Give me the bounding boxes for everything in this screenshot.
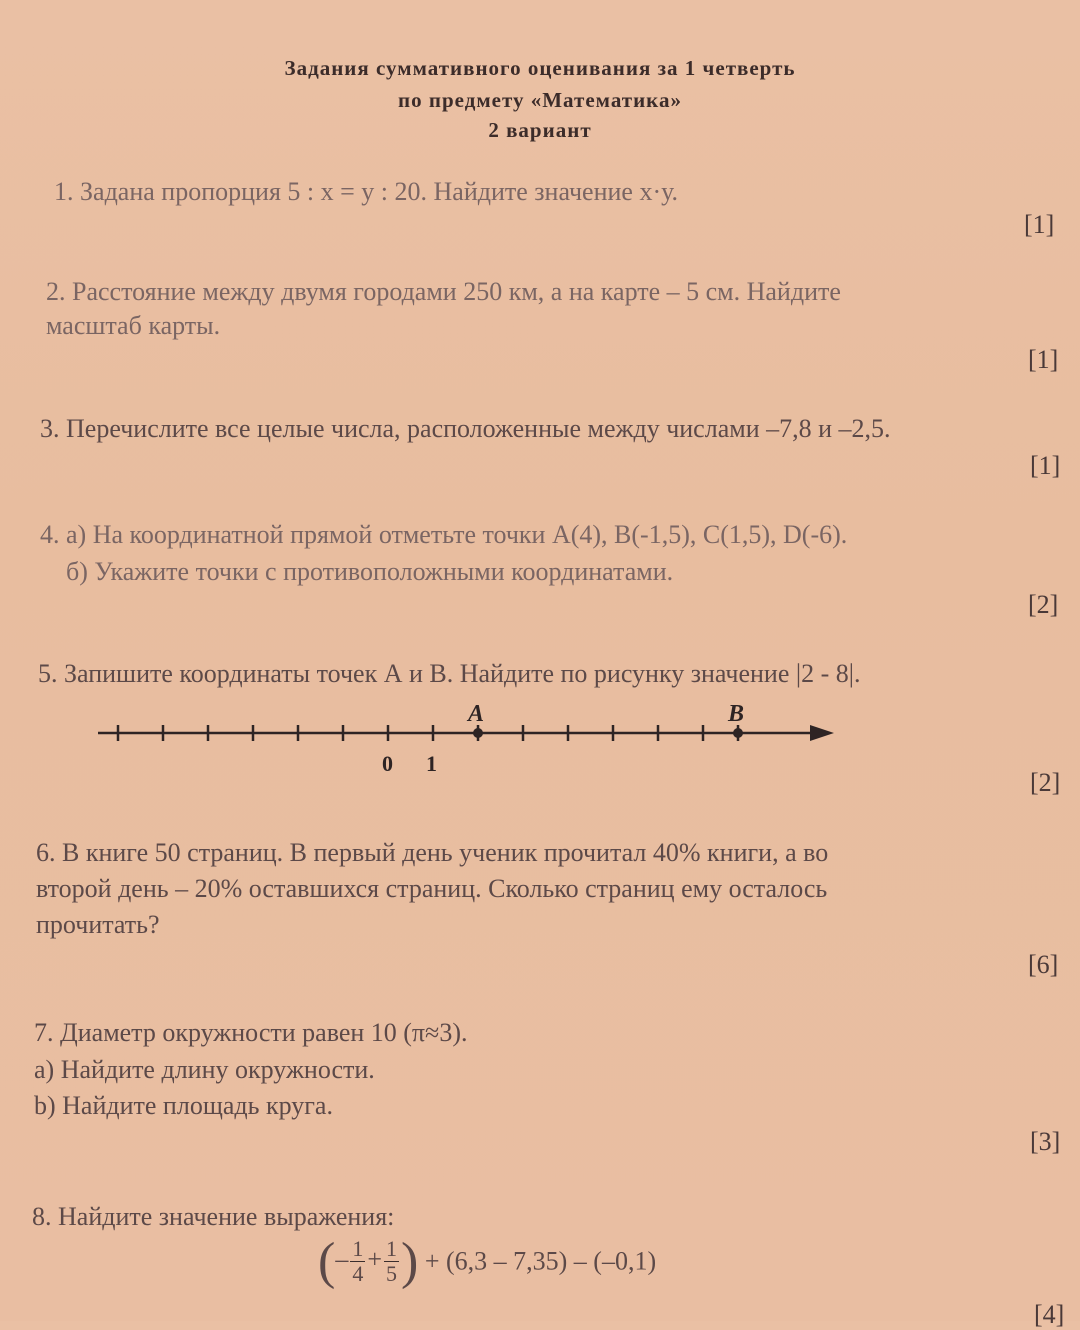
fraction-2: $\frac{1}{5}$ bbox=[386, 1236, 397, 1286]
task-2-line-2: масштаб карты. bbox=[46, 311, 221, 340]
variant-line: 2 вариант bbox=[488, 118, 592, 142]
task-3-score: [1] bbox=[1030, 451, 1061, 480]
task-4-line-1: 4. а) На координатной прямой отметьте точки А(4), В(-1,5), С(1,5), D(-6). bbox=[40, 520, 848, 549]
task-1-score: [1] bbox=[1024, 210, 1055, 239]
number-line-figure bbox=[90, 695, 850, 785]
task-6-line-3: прочитать? bbox=[36, 910, 160, 939]
task-8-text: 8. Найдите значение выражения: bbox=[32, 1202, 395, 1231]
task-5-text: 5. Запишите координаты точек А и В. Найдите по рисунку значение |2 - 8|. bbox=[38, 659, 861, 688]
task-6-score: [6] bbox=[1028, 950, 1059, 979]
subject-line: по предмету «Математика» bbox=[398, 88, 682, 112]
task-7-score: [3] bbox=[1030, 1127, 1061, 1156]
task-7-line-2: a) Найдите длину окружности. bbox=[34, 1055, 375, 1084]
expr-plus: + bbox=[367, 1244, 382, 1274]
expr-rest: + (6,3 – 7,35) – (–0,1) bbox=[424, 1246, 657, 1276]
number-line-arrow-icon bbox=[810, 725, 834, 741]
task-2-line-1: 2. Расстояние между двумя городами 250 км, а на карте – 5 см. Найдите bbox=[46, 277, 841, 306]
task-5-score: [2] bbox=[1030, 768, 1061, 797]
point-a-marker bbox=[473, 728, 483, 738]
task-8-expression bbox=[318, 1232, 656, 1291]
point-b-marker bbox=[733, 728, 743, 738]
task-8-score: [4] bbox=[1034, 1300, 1065, 1329]
task-3-text: 3. Перечислите все целые числа, расположенные между числами –7,8 и –2,5. bbox=[40, 414, 891, 443]
task-7-line-1: 7. Диаметр окружности равен 10 (π≈3). bbox=[34, 1018, 468, 1047]
task-4-line-2: б) Укажите точки с противоположными координатами. bbox=[66, 557, 674, 586]
fraction-1: $\frac{1}{4}$ bbox=[352, 1236, 364, 1286]
point-b-label: B bbox=[728, 701, 745, 727]
page-title: Задания суммативного оценивания за 1 четверть bbox=[284, 56, 796, 80]
task-4-score: [2] bbox=[1028, 590, 1059, 619]
point-a-label: A bbox=[468, 701, 485, 727]
task-6-line-2: второй день – 20% оставшихся страниц. Сколько страниц ему осталось bbox=[36, 874, 828, 903]
tick-label-one: 1 bbox=[426, 751, 437, 776]
expr-minus: – bbox=[335, 1244, 349, 1274]
task-6-line-1: 6. В книге 50 страниц. В первый день ученик прочитал 40% книги, а во bbox=[36, 838, 829, 867]
open-paren: ( bbox=[318, 1233, 336, 1290]
tick-label-zero: 0 bbox=[382, 751, 393, 776]
task-1-text: 1. Задана пропорция 5 : х = у : 20. Найдите значение х·у. bbox=[54, 177, 679, 206]
task-2-score: [1] bbox=[1028, 345, 1059, 374]
close-paren: ) bbox=[401, 1233, 419, 1290]
task-7-line-3: b) Найдите площадь круга. bbox=[34, 1091, 333, 1120]
